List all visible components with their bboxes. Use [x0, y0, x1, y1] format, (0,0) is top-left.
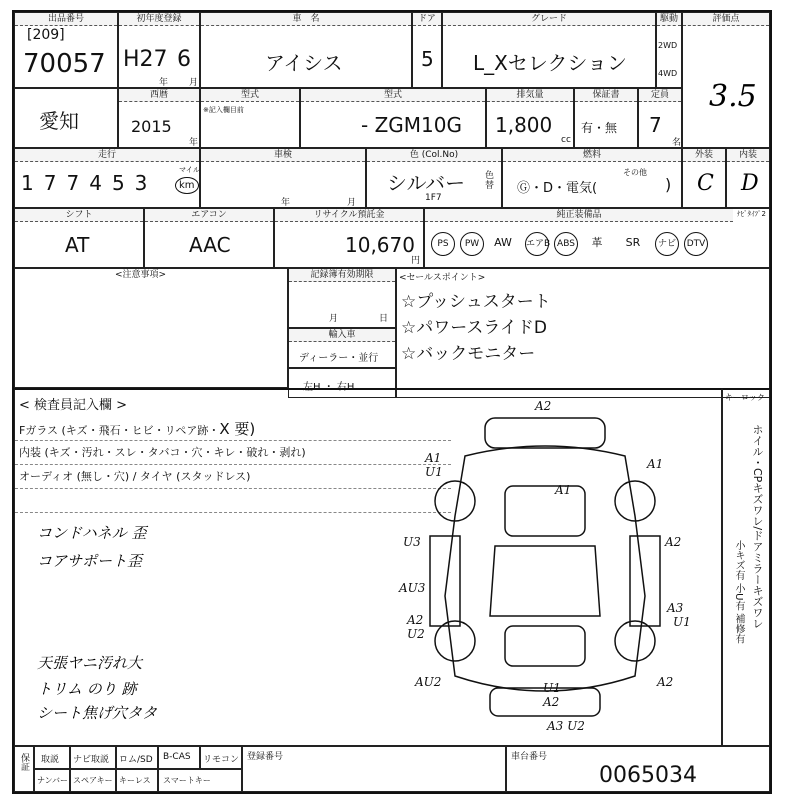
fglass-note — [19, 418, 255, 439]
audio-note: オーディオ (無し・穴) / タイヤ (スタッドレス) — [19, 470, 251, 483]
hand-note: トリム のり 跡 — [37, 680, 137, 698]
insp-month: 月 — [347, 198, 357, 208]
yen: 円 — [411, 256, 421, 266]
damage-mark: A2 — [665, 535, 682, 549]
equip-list — [431, 231, 713, 256]
class-label: 型式 — [201, 89, 299, 102]
damage-mark: AU2 — [415, 675, 442, 689]
grade-cell — [442, 12, 656, 88]
shift: AT — [65, 233, 90, 257]
footer-item — [158, 746, 200, 769]
interior-cell — [726, 148, 770, 208]
exterior-cell — [682, 148, 726, 208]
footer-item — [116, 769, 158, 792]
footer-item — [34, 746, 70, 769]
mileage-digit: 7 — [43, 171, 67, 195]
cc: cc — [561, 135, 571, 145]
capacity-cell — [638, 88, 682, 148]
caution-cell — [14, 268, 288, 388]
frame-number: 0065034 — [599, 763, 697, 788]
inspection-cell — [200, 148, 366, 208]
keylock-cell — [722, 388, 770, 746]
footer-item — [200, 746, 242, 769]
divider — [15, 512, 451, 513]
inspector-title: < 検査員記入欄 > — [19, 398, 128, 413]
fglass-mark: X 要) — [219, 420, 256, 438]
first-reg-cell — [118, 12, 200, 88]
model-cell — [300, 88, 486, 148]
lot-label: 出品番号 — [15, 13, 117, 26]
handle: 左H ・ 右H — [303, 382, 355, 393]
footer-item — [34, 769, 70, 792]
sales-label: <セールスポイント> — [399, 273, 486, 283]
interior-label: 内装 — [727, 149, 769, 162]
month-suffix: 月 — [189, 78, 199, 88]
capacity-label: 定員 — [639, 89, 681, 102]
warranty-label: 保証書 — [575, 89, 637, 102]
door-label: ドア — [413, 13, 441, 26]
record-label: 記録簿有効期限 — [289, 269, 395, 282]
interior-note: 内装 (キズ・汚れ・スレ・タバコ・穴・キレ・破れ・剥れ) — [19, 446, 306, 459]
color: シルバー — [387, 171, 466, 195]
mileage-digit: 5 — [111, 171, 135, 195]
footer-label: ナビ取説 — [73, 755, 110, 765]
drive-cell — [656, 12, 682, 88]
disp-label: 排気量 — [487, 89, 573, 102]
drive-2wd: 2WD — [658, 41, 678, 50]
capacity: 7 — [649, 113, 662, 137]
fuel-other: その他 — [623, 168, 647, 177]
damage-mark: U2 — [407, 627, 425, 641]
sales-cell — [396, 268, 770, 398]
mileage-label: 走行 — [15, 149, 199, 162]
class-note: ※記入欄目前 — [203, 106, 244, 114]
car-name: アイシス — [265, 51, 343, 75]
equip-label: 純正装備品 — [425, 209, 733, 222]
lot-sub: [209] — [27, 27, 65, 43]
color-change: 色替 — [485, 171, 495, 191]
record-day: 日 — [379, 314, 389, 324]
displacement-cell — [486, 88, 574, 148]
warranty: 有・無 — [581, 121, 618, 135]
mileage-digit: 7 — [66, 171, 90, 195]
cap-suffix: 名 — [672, 138, 682, 148]
footer-item — [116, 746, 158, 769]
footer-side-label: 保証 — [19, 753, 29, 771]
color-label: 色 (Col.No) — [367, 149, 501, 162]
fuel-label: 燃料 — [503, 149, 681, 162]
damage-mark: AU3 — [399, 581, 426, 595]
reg-month: 6 — [177, 47, 191, 72]
sales-point: ☆バックモニター — [401, 344, 536, 364]
hand-note: コンドハネル 歪 — [37, 524, 147, 542]
equip-abs: ABS — [554, 232, 578, 256]
import-cell — [288, 328, 396, 368]
navi-type-label: ﾅﾋﾞﾀｲﾌﾟ2 — [737, 210, 766, 218]
car-name-cell — [200, 12, 412, 88]
mileage-digit: 1 — [21, 171, 44, 195]
hand-note: シート焦げ穴タタ — [37, 704, 158, 722]
ac-cell — [144, 208, 274, 268]
era: H27 — [123, 47, 168, 72]
mileage-digits — [21, 171, 157, 195]
damage-mark: A2 — [407, 613, 424, 627]
vertical-note: ホイル・CPキズワレ/ドアミラーキズワレ — [751, 424, 764, 630]
shift-cell — [14, 208, 144, 268]
displacement: 1,800 — [495, 113, 553, 137]
footer-side — [14, 746, 34, 792]
car-diagram — [395, 396, 695, 736]
equip-leather: 革 — [591, 236, 603, 249]
grade-label: グレード — [443, 13, 655, 26]
sales-point: ☆プッシュスタート — [401, 292, 551, 312]
equip-sr: SR — [625, 236, 641, 249]
mileage-cell — [14, 148, 200, 208]
shift-label: シフト — [15, 209, 143, 222]
fuel-cell — [502, 148, 682, 208]
damage-mark: A2 — [657, 675, 674, 689]
region-cell — [14, 88, 118, 148]
model: - ZGM10G — [361, 113, 462, 137]
exterior-label: 外装 — [683, 149, 725, 162]
divider — [15, 440, 451, 441]
divider — [15, 488, 451, 489]
damage-mark: A1 — [425, 451, 442, 465]
keylock-label: キーロック — [725, 393, 765, 402]
doors: 5 — [421, 47, 434, 71]
inspection-label: 車検 — [201, 149, 365, 162]
year-suffix: 年 — [189, 138, 199, 148]
footer-label: キーレス — [119, 776, 151, 785]
damage-mark: U3 — [403, 535, 421, 549]
class-cell — [200, 88, 300, 148]
reg-label: 登録番号 — [247, 752, 284, 762]
footer-label: ナンバー — [37, 776, 69, 785]
score-cell — [682, 12, 770, 148]
record-cell — [288, 268, 396, 328]
vertical-note: 小キズ有 小U有 補修有 — [733, 540, 744, 644]
footer-label: スペアキー — [73, 776, 113, 785]
fglass-text: Fガラス (キズ・飛石・ヒビ・リペア跡・ — [19, 424, 220, 437]
km-badge: km — [175, 177, 199, 194]
dealer: ディーラー・並行 — [299, 353, 379, 364]
recycle: 10,670 — [345, 233, 415, 257]
footer-item — [70, 769, 116, 792]
lot-cell — [14, 12, 118, 88]
door-cell — [412, 12, 442, 88]
equip-dtv: DTV — [684, 232, 708, 256]
frame-cell — [506, 746, 770, 792]
footer-label: 取説 — [41, 755, 60, 765]
damage-mark: A1 — [647, 457, 664, 471]
sales-point: ☆パワースライドD — [401, 318, 547, 338]
year-cell — [118, 88, 200, 148]
ac: AAC — [189, 233, 231, 257]
equip-ps: PS — [431, 232, 455, 256]
equip-cell — [424, 208, 770, 268]
record-month: 月 — [329, 314, 339, 324]
footer-item — [70, 746, 116, 769]
inspector-cell — [14, 388, 722, 746]
recycle-cell — [274, 208, 424, 268]
equip-airbag: エアB — [525, 232, 549, 256]
footer-label: ロム/SD — [119, 755, 153, 765]
equip-pw: PW — [460, 232, 484, 256]
footer-label: スマートキー — [163, 776, 211, 785]
caution-label: <注意事項> — [115, 270, 167, 280]
drive-label: 駆動 — [657, 13, 681, 26]
score-label: 評価点 — [683, 13, 769, 26]
hand-note: 天張ヤニ汚れ大 — [37, 654, 143, 672]
recycle-label: リサイクル預託金 — [275, 209, 423, 222]
interior-grade: D — [741, 171, 759, 196]
color-no: 1F7 — [425, 193, 442, 203]
mileage-digit: 3 — [134, 171, 158, 195]
divider — [15, 464, 451, 465]
damage-mark: A2 — [543, 695, 560, 709]
hand-note: コアサポート歪 — [37, 552, 143, 570]
era-suffix: 年 — [159, 78, 169, 88]
model-label: 型式 — [301, 89, 485, 102]
insp-year: 年 — [281, 198, 291, 208]
exterior-grade: C — [697, 171, 714, 196]
damage-mark: A1 — [555, 483, 572, 497]
damage-mark: U1 — [543, 681, 561, 695]
damage-mark: U1 — [673, 615, 691, 629]
score: 3.5 — [709, 79, 757, 114]
damage-mark: A3 — [667, 601, 684, 615]
car-name-label: 車 名 — [201, 13, 411, 26]
warranty-cell — [574, 88, 638, 148]
mile-label: マイル — [179, 166, 200, 174]
auction-sheet — [12, 10, 772, 794]
damage-mark: U1 — [425, 465, 443, 479]
region: 愛知 — [39, 109, 79, 133]
damage-mark: A2 — [535, 399, 552, 413]
footer-label: リモコン — [203, 755, 240, 765]
drive-4wd: 4WD — [658, 69, 678, 78]
equip-aw: AW — [494, 236, 512, 249]
year-label: 西暦 — [119, 89, 199, 102]
reg-cell — [242, 746, 506, 792]
equip-navi: ナビ — [655, 232, 679, 256]
footer-label: B-CAS — [163, 752, 191, 762]
fuel-close: ) — [665, 175, 672, 194]
lot-number: 70057 — [23, 49, 106, 79]
mileage-digit: 4 — [89, 171, 112, 195]
grade: L_Xセレクション — [473, 51, 628, 75]
first-reg-label: 初年度登録 — [119, 13, 199, 26]
color-cell — [366, 148, 502, 208]
import-label: 輸入車 — [289, 329, 395, 342]
fuel: Ⓖ・D・電気( — [517, 181, 598, 196]
frame-label: 車台番号 — [511, 752, 548, 762]
ac-label: エアコン — [145, 209, 273, 222]
footer-item — [158, 769, 242, 792]
damage-mark: A3 U2 — [547, 719, 585, 733]
year: 2015 — [131, 117, 172, 136]
